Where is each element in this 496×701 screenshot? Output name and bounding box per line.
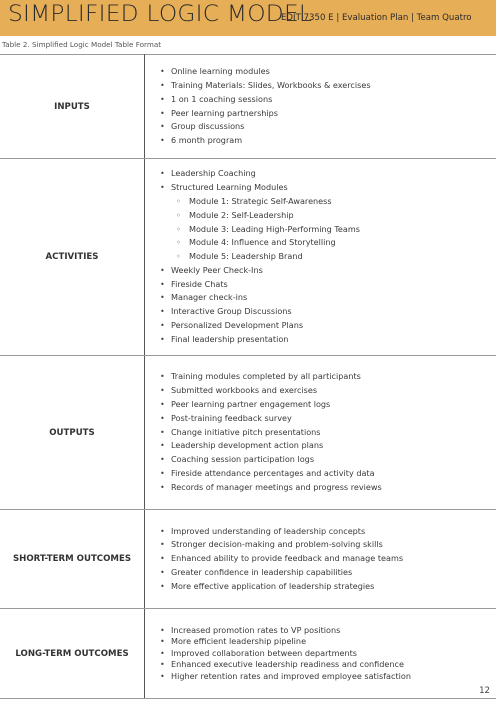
list-item: • Higher retention rates and improved employee satisfaction — [171, 671, 496, 683]
bullet-list — [145, 525, 496, 594]
row-items — [145, 356, 496, 510]
list-item: • Personalized Development Plans — [171, 319, 496, 333]
list-item: • 6 month program — [171, 134, 496, 148]
list-item: • Online learning modules — [171, 65, 496, 79]
page-title: SIMPLIFIED LOGIC MODEL — [8, 2, 313, 27]
bullet-list — [145, 167, 496, 346]
list-item: • Structured Learning Modules — [171, 181, 496, 195]
list-item: • Fireside attendance percentages and activity data — [171, 467, 496, 481]
list-item: • Post-training feedback survey — [171, 412, 496, 426]
list-item: • Enhanced ability to provide feedback and manage teams — [171, 552, 496, 566]
row-outputs — [0, 356, 496, 510]
list-item: • Submitted workbooks and exercises — [171, 384, 496, 398]
row-items — [145, 510, 496, 609]
sub-list-item: ◦ Module 2: Self-Leadership — [189, 209, 496, 223]
row-label: SHORT-TERM OUTCOMES — [0, 510, 145, 609]
bullet-list — [145, 65, 496, 148]
list-item: • Improved understanding of leadership concepts — [171, 525, 496, 539]
list-item: • Increased promotion rates to VP positions — [171, 625, 496, 637]
bullet-list — [145, 370, 496, 494]
row-long-term-outcomes — [0, 609, 496, 699]
list-item: • Final leadership presentation — [171, 333, 496, 347]
header-banner — [0, 0, 496, 36]
row-activities — [0, 159, 496, 356]
logic-model-table — [0, 54, 496, 699]
list-item: • Manager check-ins — [171, 291, 496, 305]
list-item: • Weekly Peer Check-Ins — [171, 264, 496, 278]
table-caption: Table 2. Simplified Logic Model Table Format — [2, 40, 162, 49]
list-item: • Coaching session participation logs — [171, 453, 496, 467]
header-subtitle: EDIT 7350 E | Evaluation Plan | Team Quatro — [281, 13, 472, 23]
sub-list-item: ◦ Module 4: Influence and Storytelling — [189, 236, 496, 250]
list-item: • Greater confidence in leadership capabilities — [171, 566, 496, 580]
list-item: • Stronger decision-making and problem-solving skills — [171, 538, 496, 552]
list-item: • Peer learning partnerships — [171, 107, 496, 121]
list-item: • Change initiative pitch presentations — [171, 426, 496, 440]
sub-list-item: ◦ Module 1: Strategic Self-Awareness — [189, 195, 496, 209]
list-item: • 1 on 1 coaching sessions — [171, 93, 496, 107]
row-label: OUTPUTS — [0, 356, 145, 510]
list-item: • Leadership development action plans — [171, 439, 496, 453]
list-item: • Leadership Coaching — [171, 167, 496, 181]
list-item: • Group discussions — [171, 120, 496, 134]
list-item: • Training modules completed by all participants — [171, 370, 496, 384]
row-items — [145, 55, 496, 159]
page-number: 12 — [479, 686, 490, 696]
row-inputs — [0, 55, 496, 159]
row-short-term-outcomes — [0, 510, 496, 609]
list-item: • Training Materials: Slides, Workbooks & exercises — [171, 79, 496, 93]
list-item: • Enhanced executive leadership readiness and confidence — [171, 659, 496, 671]
sub-list-container — [171, 195, 496, 264]
list-item: • More efficient leadership pipeline — [171, 636, 496, 648]
row-label: ACTIVITIES — [0, 159, 145, 356]
row-label: INPUTS — [0, 55, 145, 159]
list-item: • Improved collaboration between departments — [171, 648, 496, 660]
list-item: • Fireside Chats — [171, 278, 496, 292]
bullet-list — [145, 625, 496, 683]
row-items — [145, 159, 496, 356]
sub-list-item: ◦ Module 3: Leading High-Performing Teams — [189, 223, 496, 237]
list-item: • Peer learning partner engagement logs — [171, 398, 496, 412]
sub-bullet-list — [171, 195, 496, 264]
list-item: • Interactive Group Discussions — [171, 305, 496, 319]
row-items — [145, 609, 496, 699]
row-label: LONG-TERM OUTCOMES — [0, 609, 145, 699]
list-item: • More effective application of leadership strategies — [171, 580, 496, 594]
sub-list-item: ◦ Module 5: Leadership Brand — [189, 250, 496, 264]
list-item: • Records of manager meetings and progress reviews — [171, 481, 496, 495]
